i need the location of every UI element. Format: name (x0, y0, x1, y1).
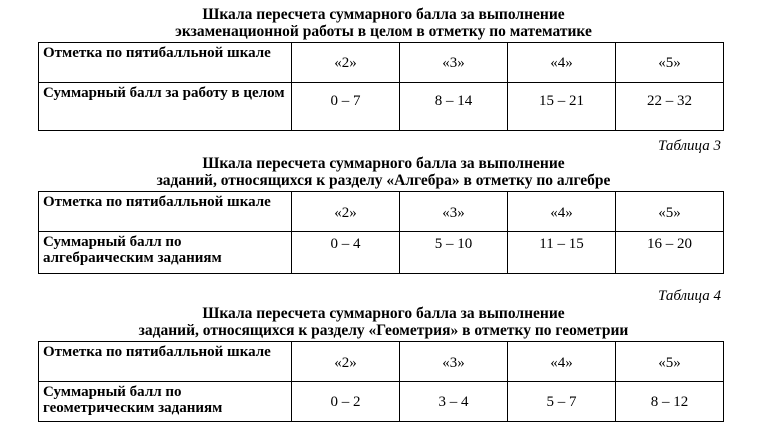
table-4-grade-5: «5» (616, 342, 724, 382)
table-4-title-line-2: заданий, относящихся к разделу «Геометрия» в отметку по геометрии (138, 322, 629, 339)
table-1-range-2: 0 – 7 (292, 83, 400, 131)
table-3-title-line-1: Шкала пересчета суммарного балла за выполнение (202, 155, 565, 172)
table-3-range-5: 16 – 20 (616, 232, 724, 274)
table-4-range-4: 5 – 7 (508, 382, 616, 422)
table-1 (38, 42, 724, 131)
table-4-score-row (39, 382, 724, 422)
table-1-range-5: 22 – 32 (616, 83, 724, 131)
table-4-header-label: Отметка по пятибалльной шкале (39, 342, 292, 382)
table-3-grade-4: «4» (508, 192, 616, 232)
table-1-header-label: Отметка по пятибалльной шкале (39, 43, 292, 83)
table-3-caption: Таблица 3 (658, 138, 721, 154)
table-4-title-line-1: Шкала пересчета суммарного балла за выполнение (202, 305, 565, 322)
table-4-grade-4: «4» (508, 342, 616, 382)
table-1-row-label: Суммарный балл за работу в целом (39, 83, 292, 131)
table-4-range-5: 8 – 12 (616, 382, 724, 422)
table-1-title (0, 6, 767, 40)
table-4-grade-2: «2» (292, 342, 400, 382)
table-3-header-row (39, 192, 724, 232)
table-1-range-3: 8 – 14 (400, 83, 508, 131)
table-4-grade-3: «3» (400, 342, 508, 382)
table-1-grade-2: «2» (292, 43, 400, 83)
table-1-title-line-1: Шкала пересчета суммарного балла за выполнение (202, 6, 565, 23)
table-1-range-4: 15 – 21 (508, 83, 616, 131)
table-4-header-row (39, 342, 724, 382)
table-4-range-3: 3 – 4 (400, 382, 508, 422)
table-4-row-label: Суммарный балл по геометрическим заданиям (39, 382, 292, 422)
table-3-grade-2: «2» (292, 192, 400, 232)
table-4 (38, 341, 724, 422)
table-1-grade-4: «4» (508, 43, 616, 83)
table-1-grade-3: «3» (400, 43, 508, 83)
table-3-range-2: 0 – 4 (292, 232, 400, 274)
table-3 (38, 191, 724, 274)
table-4-caption: Таблица 4 (658, 288, 721, 304)
table-3-header-label: Отметка по пятибалльной шкале (39, 192, 292, 232)
table-1-score-row (39, 83, 724, 131)
table-3-title (0, 155, 767, 189)
table-3-range-3: 5 – 10 (400, 232, 508, 274)
table-3-grade-5: «5» (616, 192, 724, 232)
table-3-title-line-2: заданий, относящихся к разделу «Алгебра» в отметку по алгебре (156, 172, 611, 189)
table-1-grade-5: «5» (616, 43, 724, 83)
table-3-score-row (39, 232, 724, 274)
table-1-header-row (39, 43, 724, 83)
table-3-row-label: Суммарный балл по алгебраическим заданиям (39, 232, 292, 274)
table-4-range-2: 0 – 2 (292, 382, 400, 422)
table-4-title (0, 305, 767, 339)
table-1-title-line-2: экзаменационной работы в целом в отметку по математике (175, 23, 592, 40)
table-3-grade-3: «3» (400, 192, 508, 232)
table-3-range-4: 11 – 15 (508, 232, 616, 274)
